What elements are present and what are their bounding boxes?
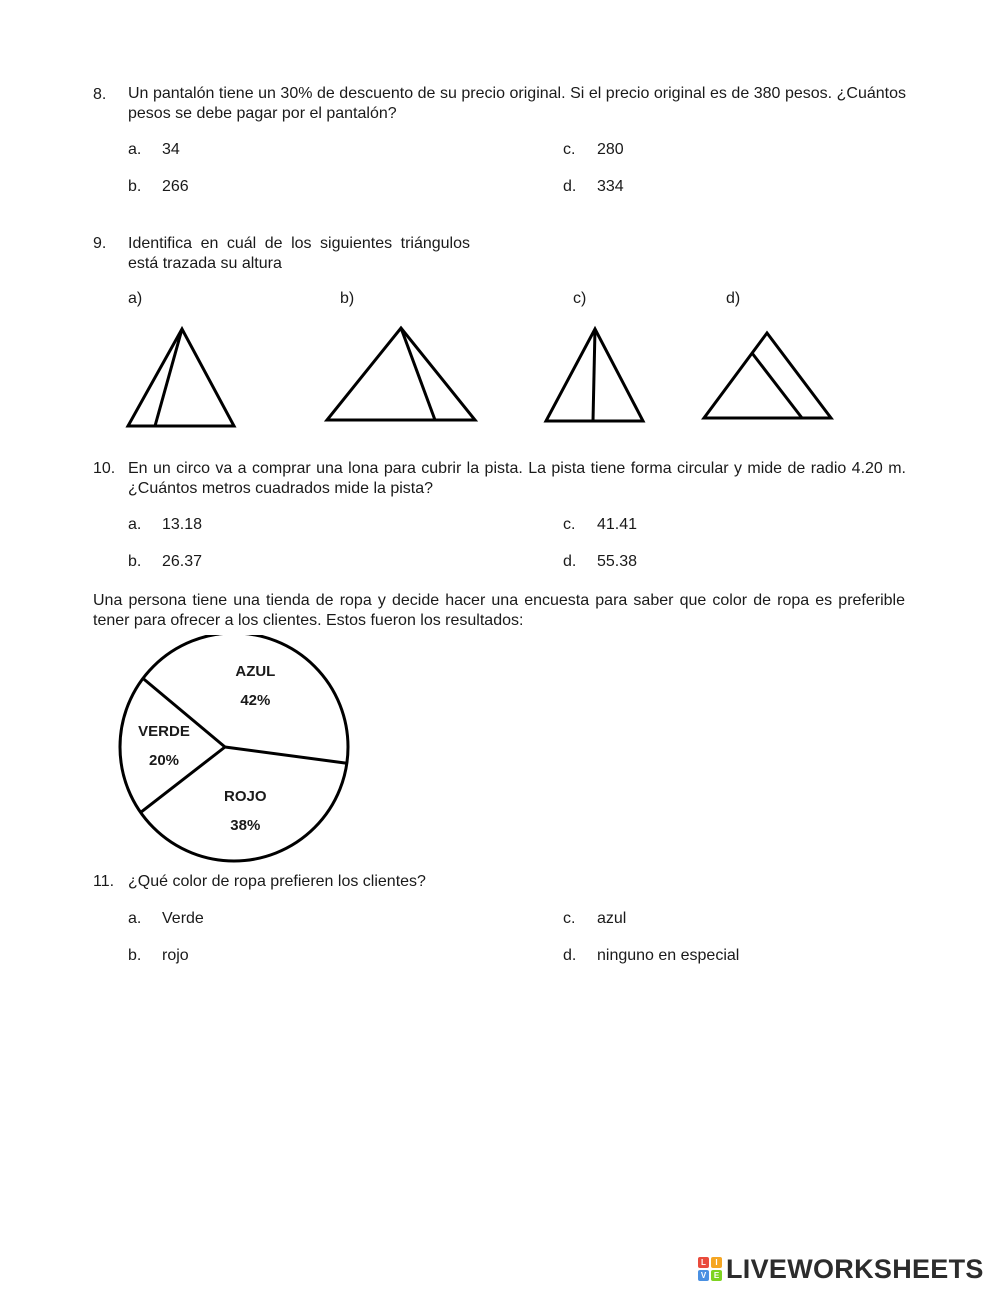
pie-label-rojo: ROJO bbox=[224, 788, 267, 806]
q11-option-c[interactable]: azul bbox=[597, 910, 627, 927]
q8-option-c[interactable]: 280 bbox=[597, 141, 624, 158]
q11-option-d[interactable]: ninguno en especial bbox=[597, 947, 740, 964]
q11-option-d-letter: d. bbox=[563, 947, 577, 964]
q10-option-b-letter: b. bbox=[128, 553, 142, 570]
pie-value-rojo: 38% bbox=[230, 817, 261, 835]
logo-mark-letter: L bbox=[698, 1257, 709, 1268]
q8-text: Un pantalón tiene un 30% de descuento de su precio original. Si el precio original es de 380 pesos. ¿Cuántos pesos se debe pagar por el pantalón? bbox=[128, 85, 906, 122]
q11-number: 11. bbox=[93, 873, 115, 890]
q10-number: 10. bbox=[93, 460, 116, 477]
q8-option-a[interactable]: 34 bbox=[162, 141, 180, 158]
q9-label-b[interactable]: b) bbox=[340, 290, 355, 307]
survey-intro: Una persona tiene una tienda de ropa y decide hacer una encuesta para saber que color de ropa es preferible tener para ofrecer a los clientes. Estos fueron los resultados: bbox=[93, 592, 905, 629]
q10-option-b[interactable]: 26.37 bbox=[162, 553, 203, 570]
q8-option-b[interactable]: 266 bbox=[162, 178, 189, 195]
q8-option-b-letter: b. bbox=[128, 178, 142, 195]
q9-text: Identifica en cuál de los siguientes triángulos está trazada su altura bbox=[128, 235, 470, 272]
q11-text: ¿Qué color de ropa prefieren los clientes? bbox=[128, 873, 426, 890]
q9-number: 9. bbox=[93, 235, 107, 252]
logo-text: LIVEWORKSHEETS bbox=[726, 1253, 984, 1284]
q8-option-d-letter: d. bbox=[563, 178, 577, 195]
q8-option-a-letter: a. bbox=[128, 141, 142, 158]
logo-mark-letter: I bbox=[711, 1257, 722, 1268]
q11-option-b[interactable]: rojo bbox=[162, 947, 189, 964]
q10-option-c[interactable]: 41.41 bbox=[597, 516, 638, 533]
q8-option-d[interactable]: 334 bbox=[597, 178, 624, 195]
triangle-d[interactable] bbox=[704, 333, 831, 418]
q9-label-c[interactable]: c) bbox=[573, 290, 587, 307]
liveworksheets-logo bbox=[698, 1254, 984, 1284]
triangle-c[interactable] bbox=[546, 329, 643, 421]
triangle-b[interactable] bbox=[327, 328, 475, 420]
triangles-figure bbox=[0, 0, 1000, 440]
triangle-a[interactable] bbox=[128, 329, 234, 426]
q11-option-c-letter: c. bbox=[563, 910, 576, 927]
pie-value-verde: 20% bbox=[148, 751, 180, 769]
q10-option-d-letter: d. bbox=[563, 553, 577, 570]
q10-option-a[interactable]: 13.18 bbox=[162, 516, 203, 533]
q10-option-a-letter: a. bbox=[128, 516, 142, 533]
q8-number: 8. bbox=[93, 86, 107, 103]
q11-option-b-letter: b. bbox=[128, 947, 142, 964]
q11-option-a-letter: a. bbox=[128, 910, 142, 927]
logo-mark-letter: E bbox=[711, 1270, 722, 1281]
pie-label-verde: VERDE bbox=[138, 722, 190, 740]
q8-option-c-letter: c. bbox=[563, 141, 576, 158]
q11-option-a[interactable]: Verde bbox=[162, 910, 204, 927]
pie-label-azul: AZUL bbox=[235, 663, 276, 681]
pie-slice-boundary bbox=[225, 747, 347, 763]
pie-value-azul: 42% bbox=[240, 692, 271, 710]
q10-option-d[interactable]: 55.38 bbox=[597, 553, 638, 570]
pie-chart bbox=[110, 635, 360, 870]
q9-label-d[interactable]: d) bbox=[726, 290, 741, 307]
q10-text: En un circo va a comprar una lona para cubrir la pista. La pista tiene forma circular y mide de radio 4.20 m. ¿Cuántos metros cuadrados mide la pista? bbox=[128, 460, 906, 497]
q9-label-a[interactable]: a) bbox=[128, 290, 143, 307]
logo-mark-letter: V bbox=[698, 1270, 709, 1281]
logo-mark-icon bbox=[698, 1257, 722, 1281]
q10-option-c-letter: c. bbox=[563, 516, 576, 533]
